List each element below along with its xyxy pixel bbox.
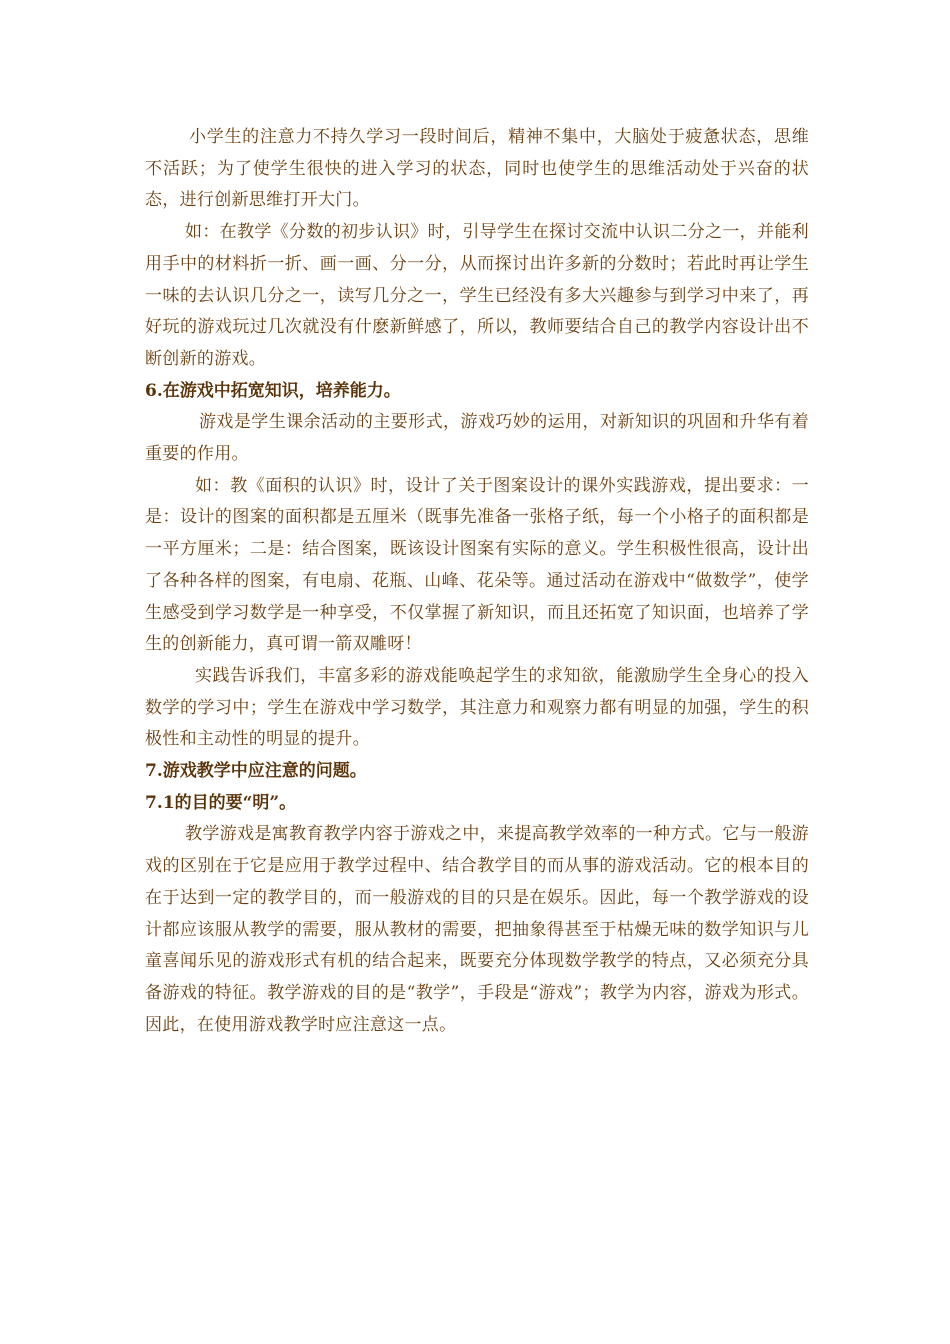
paragraph-fractions-example: 如：在教学《分数的初步认识》时，引导学生在探讨交流中认识二分之一，并能利用手中的材料折一折、画一画、分一分，从而探讨出许多新的分数时；若此时再让学生一味的去认识几分之一，读写几分之一，学生已经没有多大兴趣参与到学习中来了，再好玩的游戏玩过几次就没有什麽新鲜感了，所以，教师要结合自己的教学内容设计出不断创新的游戏。 [145, 222, 809, 369]
section-heading-6: 6.在游戏中拓宽知识，培养能力。 [145, 380, 401, 401]
subsection-heading-7-1: 7.1的目的要“明”。 [145, 792, 297, 813]
paragraph-practice: 实践告诉我们，丰富多彩的游戏能唤起学生的求知欲，能激励学生全身心的投入数学的学习中；学生在游戏中学习数学，其注意力和观察力都有明显的加强，学生的积极性和主动性的明显的提升。 [145, 665, 809, 750]
paragraph-teaching-games: 教学游戏是寓教育教学内容于游戏之中，来提高教学效率的一种方式。它与一般游戏的区别在于它是应用于教学过程中、结合教学目的而从事的游戏活动。它的根本目的在于达到一定的教学目的，而一般游戏的目的只是在娱乐。因此，每一个教学游戏的设计都应该服从教学的需要，服从教材的需要，把抽象得甚至于枯燥无味的数学知识与儿童喜闻乐见的游戏形式有机的结合起来，既要充分体现数学教学的特点，又必须充分具备游戏的特征。教学游戏的目的是“教学”，手段是“游戏”；教学为内容，游戏为形式。因此，在使用游戏教学时应注意这一点。 [145, 824, 809, 1035]
paragraph-area-example: 如：教《面积的认识》时，设计了关于图案设计的课外实践游戏，提出要求：一是：设计的图案的面积都是五厘米（既事先准备一张格子纸，每一个小格子的面积都是一平方厘米；二是：结合图案，既该设计图案有实际的意义。学生积极性很高，设计出了各种各样的图案，有电扇、花瓶、山峰、花朵等。通过活动在游戏中“做数学”，使学生感受到学习数学是一种享受，不仅掌握了新知识，而且还拓宽了知识面，也培养了学生的创新能力，真可谓一箭双雕呀！ [145, 475, 809, 655]
section-heading-7: 7.游戏教学中应注意的问题。 [145, 761, 367, 782]
document-body [145, 122, 809, 1041]
paragraph-games-role: 游戏是学生课余活动的主要形式，游戏巧妙的运用，对新知识的巩固和升华有着重要的作用。 [145, 412, 809, 465]
paragraph-attention: 小学生的注意力不持久学习一段时间后，精神不集中，大脑处于疲惫状态，思维不活跃；为了使学生很快的进入学习的状态，同时也使学生的思维活动处于兴奋的状态，进行创新思维打开大门。 [145, 127, 809, 211]
